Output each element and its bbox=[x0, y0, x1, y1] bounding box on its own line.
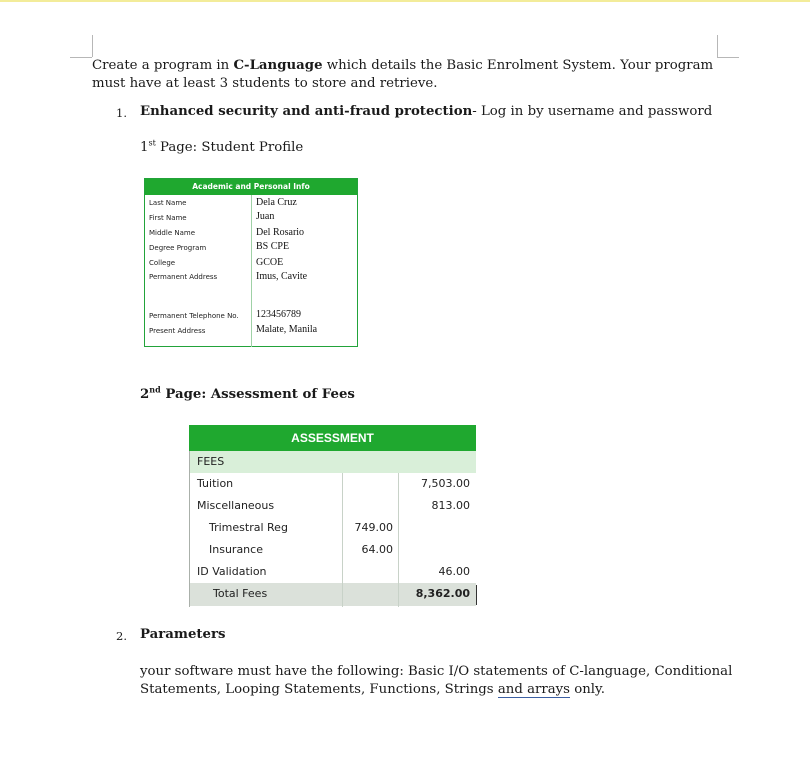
profile-value: BS CPE bbox=[256, 241, 290, 252]
total-fees-value: 8,362.00 bbox=[415, 587, 470, 600]
trimestral-label: Trimestral Reg bbox=[209, 521, 288, 534]
profile-header: Academic and Personal Info bbox=[145, 179, 357, 195]
profile-value: 123456789 bbox=[256, 309, 301, 320]
student-profile-table bbox=[144, 178, 358, 347]
tuition-label: Tuition bbox=[197, 477, 234, 490]
assessment-table bbox=[189, 425, 476, 607]
section-2-heading: Parameters bbox=[140, 627, 226, 642]
margin-corner-right-vertical bbox=[717, 35, 718, 57]
tuition-value: 7,503.00 bbox=[421, 477, 470, 490]
insurance-label: Insurance bbox=[209, 543, 263, 556]
profile-value: Juan bbox=[256, 211, 275, 222]
profile-value: Imus, Cavite bbox=[256, 271, 308, 282]
margin-corner-left-vertical bbox=[92, 35, 93, 57]
parameters-paragraph: your software must have the following: Basic I/O statements of C-language, Conditional Statements, Looping Statements, Functions, Strings and arrays only. bbox=[140, 664, 733, 697]
profile-label: Degree Program bbox=[149, 244, 207, 252]
section-1-heading: Enhanced security and anti-fraud protection- Log in by username and password bbox=[140, 104, 713, 119]
misc-value: 813.00 bbox=[431, 499, 470, 512]
column-divider bbox=[342, 473, 343, 607]
profile-divider bbox=[251, 195, 252, 347]
column-divider bbox=[398, 473, 399, 607]
assessment-header: ASSESSMENT bbox=[189, 425, 476, 451]
profile-label: Present Address bbox=[149, 327, 206, 335]
profile-value: Malate, Manila bbox=[256, 324, 318, 335]
fees-label: FEES bbox=[197, 455, 225, 468]
profile-label: First Name bbox=[149, 214, 187, 222]
profile-label: Permanent Address bbox=[149, 273, 218, 281]
intro-paragraph: Create a program in C-Language which details the Basic Enrolment System. Your program must have at least 3 students to store and retrieve. bbox=[92, 58, 714, 91]
margin-corner-left bbox=[70, 57, 92, 58]
fees-row-bg bbox=[189, 451, 476, 473]
profile-value: GCOE bbox=[256, 257, 284, 268]
page-2-label: 2nd Page: Assessment of Fees bbox=[140, 384, 355, 402]
insurance-value: 64.00 bbox=[361, 543, 393, 556]
profile-label: Middle Name bbox=[149, 229, 195, 237]
misc-label: Miscellaneous bbox=[197, 499, 275, 512]
profile-label: Permanent Telephone No. bbox=[149, 312, 239, 320]
id-validation-label: ID Validation bbox=[197, 565, 267, 578]
profile-label: College bbox=[149, 259, 176, 267]
section-1-number: 1. bbox=[116, 106, 127, 120]
underlined-text: and arrays bbox=[497, 681, 570, 697]
profile-value: Del Rosario bbox=[256, 227, 305, 238]
page-1-label: 1st Page: Student Profile bbox=[140, 138, 304, 155]
trimestral-value: 749.00 bbox=[354, 521, 393, 534]
intro-bold: C-Language bbox=[233, 58, 323, 73]
profile-value: Dela Cruz bbox=[256, 197, 297, 208]
profile-label: Last Name bbox=[149, 199, 187, 207]
table-left-border bbox=[189, 451, 190, 607]
section-2-number: 2. bbox=[116, 629, 127, 643]
id-validation-value: 46.00 bbox=[438, 565, 470, 578]
top-border bbox=[0, 0, 810, 2]
total-fees-label: Total Fees bbox=[213, 587, 268, 600]
text-cursor bbox=[476, 585, 477, 605]
